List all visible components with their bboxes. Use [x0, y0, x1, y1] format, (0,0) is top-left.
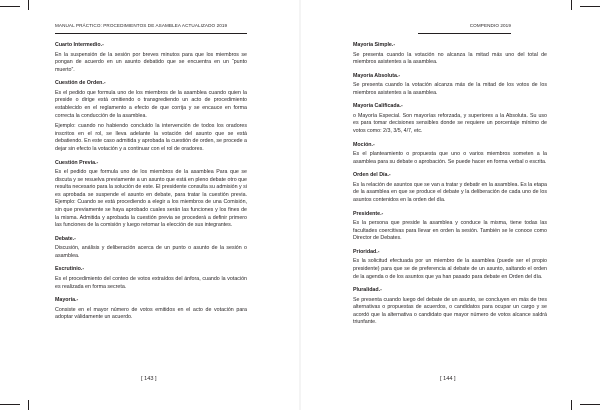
entry-term: Cuestión de Orden.-	[55, 80, 106, 87]
entry-definition: Se presenta cuando la votación alcanza más de la mitad de los votos de los miembros asistentes a la asamblea.	[353, 82, 547, 96]
entry-definition: Es el procedimiento del conteo de votos extraídos del ánfora, cuando la votación es realizada en forma secreta.	[55, 275, 247, 290]
entry-definition: Es el pedido que formula uno de los miembros de la asamblea cuando quien la preside o dirige está omitiendo o transgrediendo un acto de procedimiento establecido en el reglamento a efecto de que corrija y se encauce en forma correcta la conducción de la asamblea.	[55, 89, 247, 119]
entry-term: Mayoría Simple.-	[353, 42, 396, 48]
running-head: MANUAL PRÁCTICO: PROCEDIMIENTOS DE ASAMBLEA ACTUALIZADO 2019	[55, 23, 247, 34]
entry-definition: En la suspensión de la sesión por breves minutos para que los miembros se pongan de acuerdo en un asunto debatido que se encuentra en un “punto muerto”.	[55, 51, 247, 73]
glossary-entry	[353, 73, 547, 98]
entry-definition: Es la solicitud efectuada por un miembro de la asamblea (puede ser el propio presidente) para que se de preferencia al debate de un asunto, saltando el orden de la agenda o de los asuntos que ya han pasado para debate en Orden del día.	[353, 258, 547, 280]
entry-term: Presidente.-	[353, 210, 384, 217]
left-page-content	[55, 42, 247, 328]
glossary-entry	[55, 266, 247, 291]
glossary-entry	[55, 160, 247, 230]
entry-example: Ejemplo: cuando no habiendo concluido la intervención de todos los oradores inscritos en el rol, se lleva adelante la votación del asunto que se está debatiendo. En este caso admitida y aprobada la cuestión de orden, se procede a dejar sin efecto la votación y a continuar con el rol de oradores.	[55, 123, 247, 152]
entry-term: Pluralidad.-	[353, 287, 382, 294]
entry-term: Debate.-	[55, 235, 76, 242]
entry-term: Mayoría.-	[55, 297, 79, 304]
entry-definition: o Mayoría Especial. Son mayorías reforzada, y superiores a la Absoluta. Su uso es para tomar decisiones sensibles donde se requiere un porcentaje mínimo de votos como: 2/3, 3/5, 4/7, etc.	[353, 112, 547, 135]
entry-definition: Se presenta cuando la votación no alcanza la mitad más uno del total de miembros asistentes a la asamblea.	[353, 51, 547, 66]
entry-term: Escrutinio.-	[55, 266, 85, 273]
crop-mark	[580, 6, 600, 7]
glossary-entry	[55, 236, 247, 261]
page-number: [ 144 ]	[440, 376, 456, 382]
entry-definition: Consiste en el mayor número de votos emitidos en el acto de votación para adoptar válidamente un acuerdo.	[55, 306, 247, 321]
entry-term: Cuestión Previa.-	[55, 159, 99, 166]
right-page-content	[353, 42, 547, 333]
entry-definition: Discusión, análisis y deliberación acerca de un punto o asunto de la sesión o asamblea.	[55, 245, 247, 259]
glossary-entry	[353, 211, 547, 243]
crop-mark	[571, 0, 572, 10]
entry-term: Orden del Día.-	[353, 172, 391, 179]
entry-definition: Es la relación de asuntos que se van a tratar y debatir en la asamblea. Es la etapa de la asamblea en que se produce el debate y la deliberación de cada uno de los asuntos contenidos en la orden del día.	[353, 181, 547, 204]
crop-mark	[28, 400, 29, 410]
entry-term: Moción.-	[353, 141, 375, 148]
glossary-entry	[353, 249, 547, 281]
crop-mark	[571, 400, 572, 410]
entry-term: Mayoría Calificada.-	[353, 103, 403, 110]
glossary-entry	[353, 103, 547, 135]
glossary-entry	[55, 80, 247, 153]
crop-mark	[28, 0, 29, 10]
crop-mark	[0, 6, 20, 7]
entry-definition: Es la persona que preside la asamblea y conduce la misma, tiene todas las facultades coercitivas para llevar en orden la sesión. También se le conoce como Director de Debates.	[353, 220, 547, 242]
right-page	[300, 0, 600, 410]
glossary-entry	[353, 172, 547, 204]
running-head: COMPENDIO 2019	[418, 23, 511, 34]
entry-definition: Es el pedido que formula uno de los miembros de la asamblea Para que se discuta y se resuelva previamente a un asunto que está en pleno debate otro que resulta necesario para la solución de este. El presidente consulta su admisión y si es aprobada se suspende el asunto en debate, para tratar la cuestión previa. Ejemplo: Cuando se está procediendo a elegir a los miembros de una Comisión, sin que previamente se haya aprobado cuales serán las funciones y los fines de la misma. Admitida y aprobada la cuestión previa se procederá a definir primero las funciones de la comisión y luego retomar la elección de sus integrantes.	[55, 169, 247, 229]
glossary-entry	[55, 297, 247, 322]
entry-term: Cuarto Intermedio.-	[55, 42, 104, 48]
glossary-entry	[353, 42, 547, 67]
glossary-entry	[353, 142, 547, 167]
entry-definition: Es el planteamiento o propuesta que uno o varios miembros someten a la asamblea para su debate o aprobación. Se puede hacer en forma verbal o escrita.	[353, 151, 547, 165]
crop-mark	[0, 404, 20, 405]
glossary-entry	[55, 42, 247, 74]
crop-mark	[580, 404, 600, 405]
glossary-entry	[353, 287, 547, 327]
entry-definition: Se presenta cuando luego del debate de un asunto, se concluyen en más de tres alternativas o propuestas de acuerdos, o candidatos para ocupar un cargo y se acordó que la alternativa o candidato que mayor número de votos alcance saldrá triunfante.	[353, 296, 547, 326]
page-number: [ 143 ]	[141, 376, 157, 382]
entry-term: Mayoría Absoluta.-	[353, 72, 401, 79]
entry-term: Prioridad.-	[353, 248, 380, 255]
